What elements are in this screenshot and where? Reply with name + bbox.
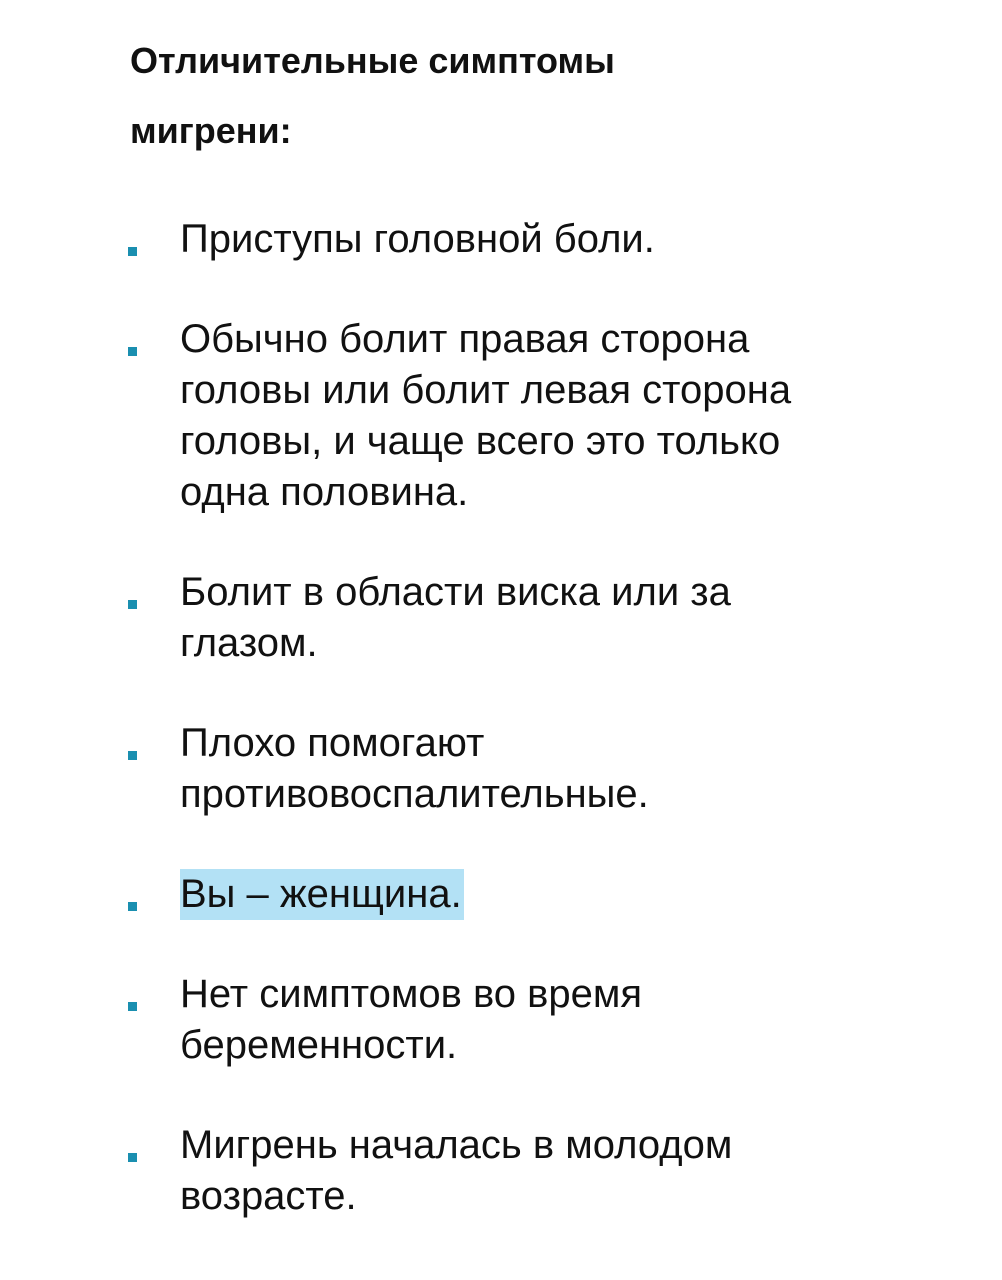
- list-item: [0, 214, 1002, 265]
- list-item-text: [180, 567, 942, 669]
- selected-text[interactable]: Вы – женщина.: [180, 869, 464, 920]
- list-item-text: [180, 872, 464, 916]
- list-item: [0, 567, 1002, 669]
- square-bullet-icon: [128, 247, 137, 256]
- square-bullet-shape: [128, 1002, 137, 1011]
- page-title-line: Отличительные симптомы: [130, 40, 615, 81]
- list-item-text: [180, 214, 942, 265]
- page-title: [130, 26, 930, 166]
- list-item-line: Мигрень началась в молодом: [180, 1123, 733, 1167]
- square-bullet-icon: [128, 1002, 137, 1011]
- list-item: [0, 969, 1002, 1071]
- square-bullet-icon: [128, 1153, 137, 1162]
- list-item: [0, 718, 1002, 820]
- list-item-line: Обычно болит правая сторона: [180, 317, 750, 361]
- list-item-line: одна половина.: [180, 470, 469, 514]
- list-item: [0, 314, 1002, 518]
- list-item-text: [180, 314, 942, 518]
- list-item-highlighted[interactable]: [0, 869, 1002, 920]
- list-item-line: беременности.: [180, 1023, 458, 1067]
- list-item-line: Нет симптомов во время: [180, 972, 643, 1016]
- square-bullet-icon: [128, 347, 137, 356]
- square-bullet-icon: [128, 902, 137, 911]
- list-item-line: Приступы головной боли.: [180, 217, 655, 261]
- list-item-line: возрасте.: [180, 1174, 357, 1218]
- square-bullet-shape: [128, 347, 137, 356]
- square-bullet-shape: [128, 600, 137, 609]
- list-item-text: [180, 718, 942, 820]
- list-item-text: [180, 969, 942, 1071]
- list-item-line: противовоспалительные.: [180, 772, 649, 816]
- list-item-line: глазом.: [180, 621, 318, 665]
- symptom-list: [0, 214, 1002, 1271]
- square-bullet-shape: [128, 902, 137, 911]
- square-bullet-shape: [128, 751, 137, 760]
- list-item: [0, 1120, 1002, 1222]
- square-bullet-icon: [128, 600, 137, 609]
- list-item-line: Плохо помогают: [180, 721, 485, 765]
- list-item-line: Болит в области виска или за: [180, 570, 731, 614]
- list-item-line: головы или болит левая сторона: [180, 368, 792, 412]
- square-bullet-icon: [128, 751, 137, 760]
- list-item-line: головы, и чаще всего это только: [180, 419, 781, 463]
- page-title-line: мигрени:: [130, 110, 292, 151]
- list-item-text: [180, 1120, 942, 1222]
- square-bullet-shape: [128, 247, 137, 256]
- square-bullet-shape: [128, 1153, 137, 1162]
